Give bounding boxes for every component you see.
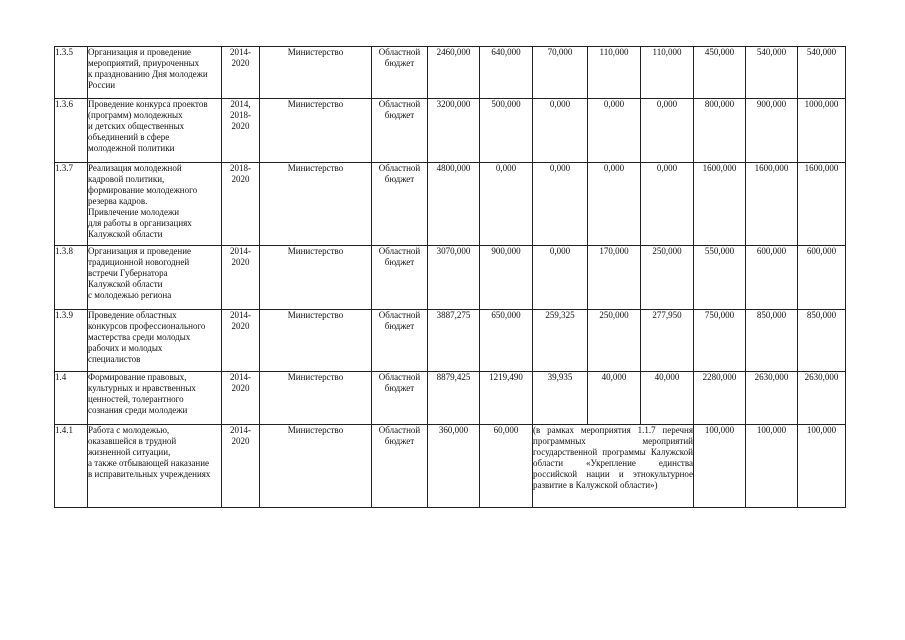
table-row — [55, 425, 846, 508]
budget-value: 750,000 — [694, 310, 746, 372]
table-row — [55, 163, 846, 246]
executor: Министерство — [260, 163, 372, 246]
budget-table — [54, 46, 846, 508]
years: 2014- 2020 — [222, 372, 260, 425]
budget-value: 2280,000 — [694, 372, 746, 425]
budget-value: 640,000 — [480, 47, 533, 99]
event-name: Реализация молодежной кадровой политики, формирование молодежного резерва кадров. Привлечение молодежи для работы в организациях Калужской области — [88, 163, 222, 246]
budget-value: 4800,000 — [428, 163, 480, 246]
executor: Министерство — [260, 310, 372, 372]
table-row — [55, 99, 846, 163]
budget-value: 100,000 — [798, 425, 846, 508]
budget-value: 540,000 — [746, 47, 798, 99]
years: 2014- 2020 — [222, 310, 260, 372]
years: 2014, 2018- 2020 — [222, 99, 260, 163]
budget-value: 100,000 — [746, 425, 798, 508]
row-number: 1.3.5 — [55, 47, 88, 99]
table-row — [55, 310, 846, 372]
budget-value: 1600,000 — [746, 163, 798, 246]
budget-value: 2460,000 — [428, 47, 480, 99]
budget-value: 0,000 — [533, 246, 588, 310]
years: 2014- 2020 — [222, 246, 260, 310]
budget-value: 550,000 — [694, 246, 746, 310]
years: 2014- 2020 — [222, 47, 260, 99]
executor: Министерство — [260, 47, 372, 99]
row-number: 1.3.7 — [55, 163, 88, 246]
budget-value: 40,000 — [641, 372, 694, 425]
budget-value: 900,000 — [746, 99, 798, 163]
table-body — [55, 47, 846, 508]
budget-value: 3887,275 — [428, 310, 480, 372]
executor: Министерство — [260, 425, 372, 508]
funding-source: Областной бюджет — [372, 163, 428, 246]
budget-value: 450,000 — [694, 47, 746, 99]
budget-value: 250,000 — [641, 246, 694, 310]
program-note: (в рамках мероприятия 1.1.7 перечня программных мероприятий государственной программы Калужской области «Укрепление единства российской нации и этнокультурное развитие в Калужской области») — [533, 425, 694, 508]
table-row — [55, 246, 846, 310]
budget-value: 360,000 — [428, 425, 480, 508]
event-name: Организация и проведение мероприятий, приуроченных к празднованию Дня молодежи России — [88, 47, 222, 99]
budget-value: 0,000 — [641, 163, 694, 246]
budget-value: 40,000 — [588, 372, 641, 425]
years: 2018- 2020 — [222, 163, 260, 246]
budget-value: 3070,000 — [428, 246, 480, 310]
event-name: Проведение областных конкурсов профессионального мастерства среди молодых рабочих и молодых специалистов — [88, 310, 222, 372]
budget-value: 1219,490 — [480, 372, 533, 425]
event-name: Проведение конкурса проектов (программ) молодежных и детских общественных объединений в сфере молодежной политики — [88, 99, 222, 163]
funding-source: Областной бюджет — [372, 372, 428, 425]
budget-value: 600,000 — [746, 246, 798, 310]
budget-value: 540,000 — [798, 47, 846, 99]
row-number: 1.4 — [55, 372, 88, 425]
budget-value: 100,000 — [694, 425, 746, 508]
funding-source: Областной бюджет — [372, 99, 428, 163]
executor: Министерство — [260, 372, 372, 425]
budget-value: 600,000 — [798, 246, 846, 310]
row-number: 1.3.6 — [55, 99, 88, 163]
row-number: 1.3.9 — [55, 310, 88, 372]
budget-value: 850,000 — [798, 310, 846, 372]
executor: Министерство — [260, 99, 372, 163]
event-name: Организация и проведение традиционной новогодней встречи Губернатора Калужской области с молодежью региона — [88, 246, 222, 310]
budget-value: 170,000 — [588, 246, 641, 310]
budget-value: 0,000 — [588, 99, 641, 163]
budget-value: 0,000 — [641, 99, 694, 163]
budget-value: 850,000 — [746, 310, 798, 372]
budget-value: 0,000 — [533, 99, 588, 163]
budget-value: 277,950 — [641, 310, 694, 372]
table-row — [55, 47, 846, 99]
row-number: 1.4.1 — [55, 425, 88, 508]
budget-value: 39,935 — [533, 372, 588, 425]
budget-value: 1600,000 — [694, 163, 746, 246]
budget-value: 8879,425 — [428, 372, 480, 425]
budget-value: 0,000 — [480, 163, 533, 246]
budget-value: 3200,000 — [428, 99, 480, 163]
budget-value: 800,000 — [694, 99, 746, 163]
years: 2014- 2020 — [222, 425, 260, 508]
budget-value: 0,000 — [588, 163, 641, 246]
budget-value: 900,000 — [480, 246, 533, 310]
budget-value: 1600,000 — [798, 163, 846, 246]
budget-value: 250,000 — [588, 310, 641, 372]
budget-value: 500,000 — [480, 99, 533, 163]
budget-value: 2630,000 — [798, 372, 846, 425]
event-name: Работа с молодежью, оказавшейся в трудной жизненной ситуации, а также отбывающей наказание в исправительных учреждениях — [88, 425, 222, 508]
budget-value: 110,000 — [588, 47, 641, 99]
executor: Министерство — [260, 246, 372, 310]
funding-source: Областной бюджет — [372, 47, 428, 99]
funding-source: Областной бюджет — [372, 425, 428, 508]
budget-value: 0,000 — [533, 163, 588, 246]
funding-source: Областной бюджет — [372, 246, 428, 310]
event-name: Формирование правовых, культурных и нравственных ценностей, толерантного сознания среди молодежи — [88, 372, 222, 425]
budget-value: 1000,000 — [798, 99, 846, 163]
budget-value: 650,000 — [480, 310, 533, 372]
table-row — [55, 372, 846, 425]
funding-source: Областной бюджет — [372, 310, 428, 372]
budget-value: 110,000 — [641, 47, 694, 99]
budget-value: 60,000 — [480, 425, 533, 508]
row-number: 1.3.8 — [55, 246, 88, 310]
budget-value: 70,000 — [533, 47, 588, 99]
budget-value: 2630,000 — [746, 372, 798, 425]
budget-value: 259,325 — [533, 310, 588, 372]
